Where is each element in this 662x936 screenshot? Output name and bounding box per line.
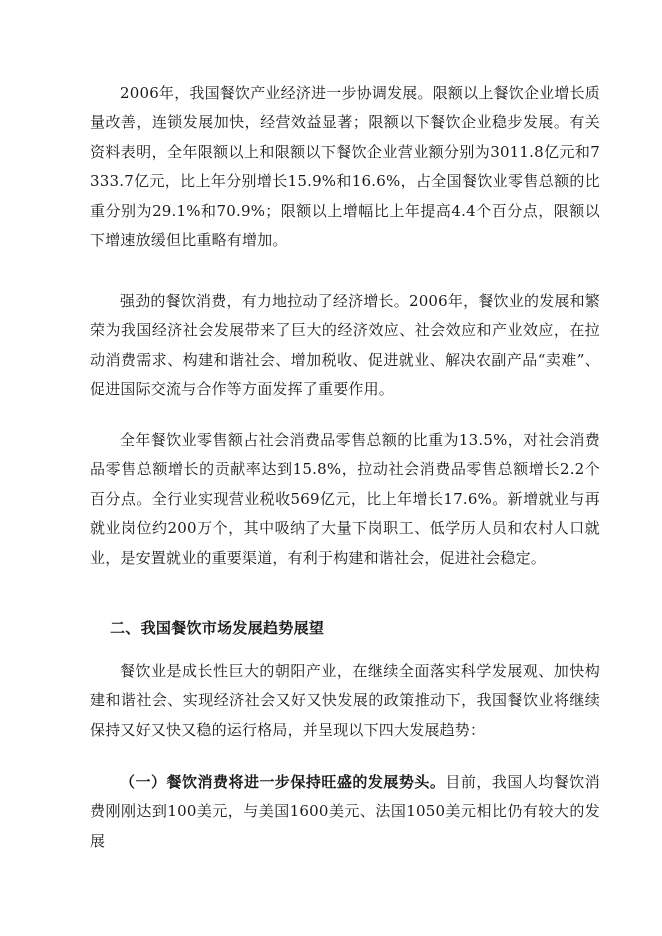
paragraph-retail-share-employment: 全年餐饮业零售额占社会消费品零售总额的比重为13.5%，对社会消费品零售总额增长的贡献率达到15.8%，拉动社会消费品零售总额增长2.2个百分点。全行业实现营业税收569亿元，比上年增长17.6%。新增就业与再就业岗位约200万个，其中吸纳了大量下岗职工、低学历人员和农村人口就业，是安置就业的重要渠道，有利于构建和谐社会，促进社会稳定。 — [90, 431, 600, 567]
paragraph-consumption-drives-growth: 强劲的餐饮消费，有力地拉动了经济增长。2006年，餐饮业的发展和繁荣为我国经济社会发展带来了巨大的经济效应、社会效应和产业效应，在拉动消费需求、构建和谐社会、增加税收、促进就业、解决农副产品“卖难”、促进国际交流与合作等方面发挥了重要作用。 — [90, 292, 600, 399]
paragraph-2006-industry-development: 2006年，我国餐饮产业经济进一步协调发展。限额以上餐饮企业增长质量改善，连锁发展加快，经营效益显著；限额以下餐饮企业稳步发展。有关资料表明，全年限额以上和限额以下餐饮企业营业额分别为3011.8亿元和7333.7亿元，比上年分别增长15.9%和16.6%，占全国餐饮业零售总额的比重分别为29.1%和70.9%；限额以上增幅比上年提高4.4个百分点，限额以下增速放缓但比重略有增加。 — [90, 84, 600, 250]
trend-one-text: 目前，我国人均餐饮消费刚刚达到100美元，与美国1600美元、法国1050美元相比仍有较大的发展 — [90, 773, 600, 850]
trend-one-lead: （一）餐饮消费将进一步保持旺盛的发展势头。 — [120, 773, 446, 791]
section-heading-market-outlook: 二、我国餐饮市场发展趋势展望 — [110, 619, 325, 637]
paragraph-sunrise-industry-trends: 餐饮业是成长性巨大的朝阳产业，在继续全面落实科学发展观、加快构建和谐社会、实现经济社会又好又快发展的政策推动下，我国餐饮业将继续保持又好又快又稳的运行格局，并呈现以下四大发展趋势： — [90, 662, 600, 739]
paragraph-trend-one — [90, 768, 600, 856]
